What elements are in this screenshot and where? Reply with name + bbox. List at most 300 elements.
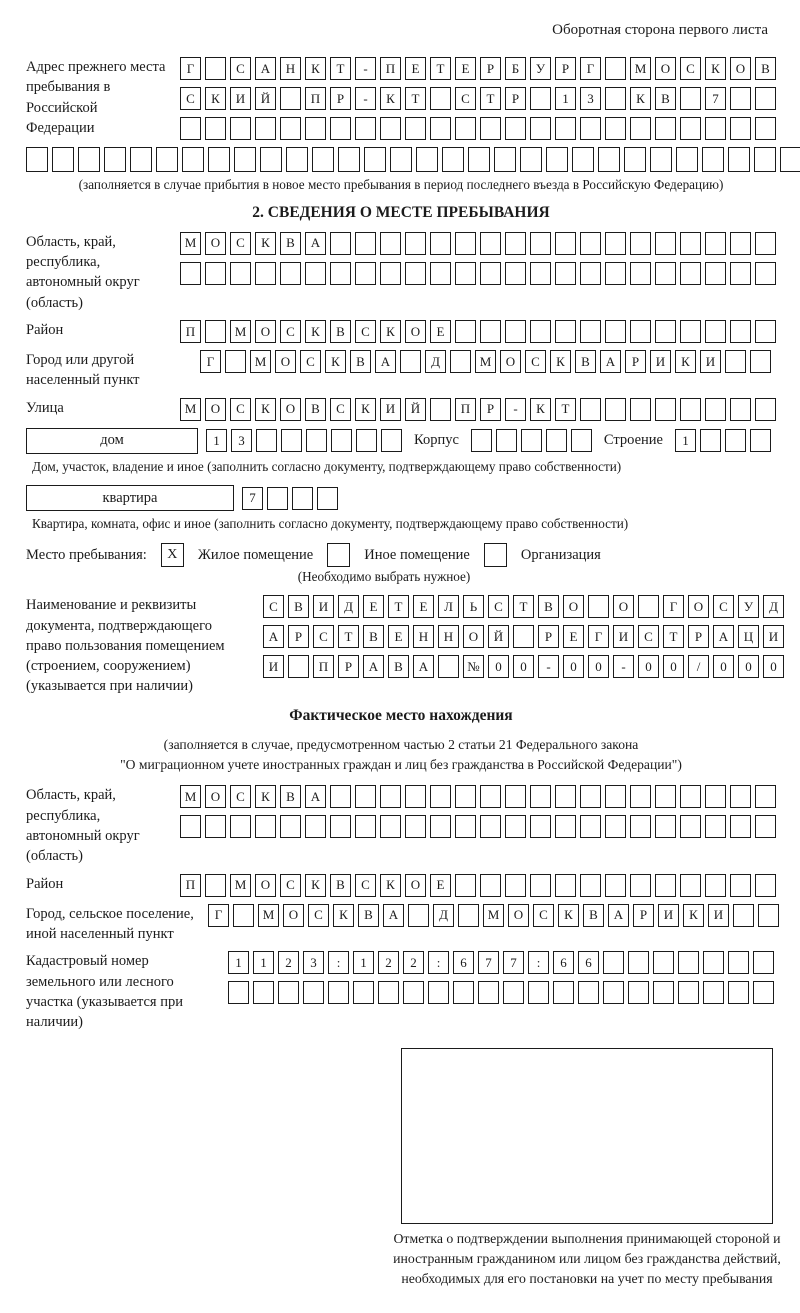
form-cell[interactable] (260, 147, 282, 172)
form-cell[interactable] (280, 117, 301, 140)
form-cell[interactable] (505, 815, 526, 838)
form-cell[interactable] (730, 232, 751, 255)
form-cell[interactable]: И (230, 87, 251, 110)
form-cell[interactable]: М (230, 320, 251, 343)
form-cell[interactable]: Й (488, 625, 509, 648)
form-cell[interactable]: А (413, 655, 434, 678)
form-cell[interactable]: И (708, 904, 729, 927)
form-cell[interactable]: 0 (713, 655, 734, 678)
form-cell[interactable]: П (180, 874, 201, 897)
form-cell[interactable] (405, 232, 426, 255)
form-cell[interactable] (280, 87, 301, 110)
form-cell[interactable]: О (205, 398, 226, 421)
form-cell[interactable]: О (205, 232, 226, 255)
form-cell[interactable] (455, 785, 476, 808)
form-cell[interactable] (553, 981, 574, 1004)
form-cell[interactable] (205, 320, 226, 343)
form-cell[interactable] (234, 147, 256, 172)
form-cell[interactable] (521, 429, 542, 452)
form-cell[interactable] (680, 117, 701, 140)
form-cell[interactable]: С (488, 595, 509, 618)
form-cell[interactable]: О (255, 874, 276, 897)
form-cell[interactable] (755, 232, 776, 255)
form-cell[interactable]: Р (338, 655, 359, 678)
form-cell[interactable] (655, 398, 676, 421)
form-cell[interactable]: Р (288, 625, 309, 648)
form-cell[interactable] (267, 487, 288, 510)
form-cell[interactable]: И (313, 595, 334, 618)
form-cell[interactable] (78, 147, 100, 172)
form-cell[interactable] (655, 262, 676, 285)
form-cell[interactable]: К (255, 785, 276, 808)
form-cell[interactable] (678, 951, 699, 974)
form-cell[interactable] (605, 87, 626, 110)
form-cell[interactable] (703, 951, 724, 974)
form-cell[interactable]: М (475, 350, 496, 373)
form-cell[interactable] (442, 147, 464, 172)
form-cell[interactable]: К (305, 57, 326, 80)
form-cell[interactable] (580, 398, 601, 421)
form-cell[interactable]: Е (430, 874, 451, 897)
form-cell[interactable] (705, 874, 726, 897)
form-cell[interactable] (230, 815, 251, 838)
form-cell[interactable] (755, 815, 776, 838)
form-cell[interactable] (253, 981, 274, 1004)
form-cell[interactable]: О (463, 625, 484, 648)
form-cell[interactable]: 1 (353, 951, 374, 974)
form-cell[interactable] (453, 981, 474, 1004)
form-cell[interactable]: П (305, 87, 326, 110)
form-cell[interactable]: Г (208, 904, 229, 927)
form-cell[interactable] (330, 815, 351, 838)
form-cell[interactable] (403, 981, 424, 1004)
form-cell[interactable]: О (613, 595, 634, 618)
form-cell[interactable]: Е (413, 595, 434, 618)
form-cell[interactable] (655, 320, 676, 343)
form-cell[interactable] (180, 117, 201, 140)
form-cell[interactable]: К (558, 904, 579, 927)
form-cell[interactable] (450, 350, 471, 373)
form-cell[interactable]: : (428, 951, 449, 974)
form-cell[interactable] (705, 232, 726, 255)
form-cell[interactable] (728, 951, 749, 974)
form-cell[interactable] (528, 981, 549, 1004)
form-cell[interactable] (638, 595, 659, 618)
form-cell[interactable] (603, 981, 624, 1004)
form-cell[interactable] (306, 429, 327, 452)
form-cell[interactable]: Т (405, 87, 426, 110)
form-cell[interactable]: У (530, 57, 551, 80)
form-cell[interactable]: Б (505, 57, 526, 80)
form-cell[interactable] (653, 981, 674, 1004)
form-cell[interactable] (680, 815, 701, 838)
form-cell[interactable]: Е (363, 595, 384, 618)
form-cell[interactable] (728, 147, 750, 172)
form-cell[interactable]: А (263, 625, 284, 648)
form-cell[interactable]: С (230, 232, 251, 255)
form-cell[interactable] (555, 785, 576, 808)
form-cell[interactable] (480, 815, 501, 838)
form-cell[interactable]: Ц (738, 625, 759, 648)
form-cell[interactable]: Т (430, 57, 451, 80)
form-cell[interactable] (225, 350, 246, 373)
form-cell[interactable] (400, 350, 421, 373)
form-cell[interactable]: 1 (228, 951, 249, 974)
form-cell[interactable]: К (255, 232, 276, 255)
form-cell[interactable] (755, 874, 776, 897)
form-cell[interactable] (730, 815, 751, 838)
form-cell[interactable] (750, 429, 771, 452)
form-cell[interactable] (571, 429, 592, 452)
form-cell[interactable]: Е (405, 57, 426, 80)
form-cell[interactable]: О (500, 350, 521, 373)
form-cell[interactable] (381, 429, 402, 452)
form-cell[interactable]: К (630, 87, 651, 110)
form-cell[interactable] (530, 117, 551, 140)
stay-type-checkbox-other[interactable] (327, 543, 350, 567)
form-cell[interactable] (455, 320, 476, 343)
form-cell[interactable] (530, 815, 551, 838)
form-cell[interactable]: 2 (403, 951, 424, 974)
form-cell[interactable] (228, 981, 249, 1004)
form-cell[interactable] (380, 262, 401, 285)
form-cell[interactable]: И (613, 625, 634, 648)
form-cell[interactable] (555, 232, 576, 255)
form-cell[interactable] (52, 147, 74, 172)
form-cell[interactable]: О (405, 320, 426, 343)
form-cell[interactable]: В (305, 398, 326, 421)
form-cell[interactable] (703, 981, 724, 1004)
form-cell[interactable] (471, 429, 492, 452)
form-cell[interactable] (603, 951, 624, 974)
form-cell[interactable] (598, 147, 620, 172)
form-cell[interactable]: В (388, 655, 409, 678)
form-cell[interactable]: Д (338, 595, 359, 618)
form-cell[interactable]: 7 (478, 951, 499, 974)
form-cell[interactable]: 1 (206, 429, 227, 452)
form-cell[interactable] (702, 147, 724, 172)
form-cell[interactable] (286, 147, 308, 172)
form-cell[interactable]: 0 (638, 655, 659, 678)
form-cell[interactable]: К (380, 87, 401, 110)
form-cell[interactable]: А (383, 904, 404, 927)
form-cell[interactable]: Р (330, 87, 351, 110)
form-cell[interactable] (430, 785, 451, 808)
form-cell[interactable] (455, 815, 476, 838)
form-cell[interactable] (530, 320, 551, 343)
form-cell[interactable]: К (683, 904, 704, 927)
form-cell[interactable] (730, 117, 751, 140)
form-cell[interactable]: О (563, 595, 584, 618)
form-cell[interactable] (405, 117, 426, 140)
form-cell[interactable] (430, 262, 451, 285)
form-cell[interactable]: В (330, 320, 351, 343)
form-cell[interactable]: В (280, 232, 301, 255)
form-cell[interactable] (628, 951, 649, 974)
form-cell[interactable]: С (300, 350, 321, 373)
form-cell[interactable]: И (763, 625, 784, 648)
form-cell[interactable]: У (738, 595, 759, 618)
form-cell[interactable]: В (358, 904, 379, 927)
form-cell[interactable]: Л (438, 595, 459, 618)
form-cell[interactable]: О (283, 904, 304, 927)
form-cell[interactable] (505, 874, 526, 897)
form-cell[interactable]: М (258, 904, 279, 927)
form-cell[interactable] (605, 117, 626, 140)
form-cell[interactable]: М (180, 232, 201, 255)
form-cell[interactable] (288, 655, 309, 678)
form-cell[interactable]: - (505, 398, 526, 421)
form-cell[interactable]: - (355, 87, 376, 110)
form-cell[interactable] (605, 785, 626, 808)
form-cell[interactable]: С (263, 595, 284, 618)
form-cell[interactable]: К (675, 350, 696, 373)
form-cell[interactable]: К (205, 87, 226, 110)
form-cell[interactable]: Г (580, 57, 601, 80)
form-cell[interactable]: 0 (488, 655, 509, 678)
stay-type-checkbox-organization[interactable] (484, 543, 507, 567)
form-cell[interactable]: П (455, 398, 476, 421)
form-cell[interactable]: 2 (378, 951, 399, 974)
form-cell[interactable] (317, 487, 338, 510)
form-cell[interactable]: М (483, 904, 504, 927)
form-cell[interactable] (353, 981, 374, 1004)
form-cell[interactable] (480, 874, 501, 897)
form-cell[interactable] (705, 320, 726, 343)
form-cell[interactable]: О (205, 785, 226, 808)
form-cell[interactable] (182, 147, 204, 172)
form-cell[interactable] (505, 785, 526, 808)
form-cell[interactable]: С (180, 87, 201, 110)
form-cell[interactable]: К (333, 904, 354, 927)
form-cell[interactable] (655, 785, 676, 808)
form-cell[interactable]: Н (438, 625, 459, 648)
form-cell[interactable] (755, 785, 776, 808)
form-cell[interactable] (680, 232, 701, 255)
form-cell[interactable]: С (533, 904, 554, 927)
form-cell[interactable]: С (280, 874, 301, 897)
form-cell[interactable]: Р (480, 398, 501, 421)
form-cell[interactable] (655, 815, 676, 838)
form-cell[interactable]: С (455, 87, 476, 110)
form-cell[interactable]: С (330, 398, 351, 421)
form-cell[interactable]: А (305, 785, 326, 808)
form-cell[interactable] (678, 981, 699, 1004)
form-cell[interactable]: С (280, 320, 301, 343)
form-cell[interactable]: Т (338, 625, 359, 648)
form-cell[interactable] (233, 904, 254, 927)
form-cell[interactable] (730, 874, 751, 897)
form-cell[interactable] (430, 117, 451, 140)
form-cell[interactable]: 3 (303, 951, 324, 974)
form-cell[interactable] (455, 874, 476, 897)
form-cell[interactable] (330, 232, 351, 255)
form-cell[interactable]: Р (633, 904, 654, 927)
form-cell[interactable] (380, 232, 401, 255)
form-cell[interactable] (408, 904, 429, 927)
form-cell[interactable]: Й (405, 398, 426, 421)
form-cell[interactable]: А (713, 625, 734, 648)
form-cell[interactable] (680, 398, 701, 421)
form-cell[interactable] (380, 117, 401, 140)
form-cell[interactable] (730, 320, 751, 343)
form-cell[interactable] (580, 232, 601, 255)
form-cell[interactable]: М (180, 785, 201, 808)
form-cell[interactable] (705, 785, 726, 808)
form-cell[interactable] (355, 117, 376, 140)
form-cell[interactable] (205, 57, 226, 80)
form-cell[interactable]: И (658, 904, 679, 927)
form-cell[interactable] (303, 981, 324, 1004)
form-cell[interactable] (305, 815, 326, 838)
form-cell[interactable] (750, 350, 771, 373)
form-cell[interactable]: К (305, 874, 326, 897)
form-cell[interactable] (355, 785, 376, 808)
form-cell[interactable]: 2 (278, 951, 299, 974)
form-cell[interactable]: О (655, 57, 676, 80)
form-cell[interactable] (505, 262, 526, 285)
form-cell[interactable]: Г (180, 57, 201, 80)
form-cell[interactable]: 7 (705, 87, 726, 110)
form-cell[interactable] (480, 785, 501, 808)
form-cell[interactable]: М (180, 398, 201, 421)
form-cell[interactable] (728, 981, 749, 1004)
form-cell[interactable]: - (613, 655, 634, 678)
form-cell[interactable]: О (275, 350, 296, 373)
form-cell[interactable] (468, 147, 490, 172)
form-cell[interactable] (355, 262, 376, 285)
form-cell[interactable] (700, 429, 721, 452)
form-cell[interactable] (305, 262, 326, 285)
form-cell[interactable] (330, 117, 351, 140)
form-cell[interactable] (455, 232, 476, 255)
form-cell[interactable]: Н (280, 57, 301, 80)
form-cell[interactable]: С (638, 625, 659, 648)
apartment-type-box[interactable]: квартира (26, 485, 234, 511)
form-cell[interactable]: А (600, 350, 621, 373)
form-cell[interactable] (630, 785, 651, 808)
form-cell[interactable]: П (180, 320, 201, 343)
form-cell[interactable] (730, 262, 751, 285)
form-cell[interactable]: А (305, 232, 326, 255)
form-cell[interactable] (680, 320, 701, 343)
form-cell[interactable] (513, 625, 534, 648)
form-cell[interactable] (555, 320, 576, 343)
form-cell[interactable]: В (288, 595, 309, 618)
form-cell[interactable] (546, 429, 567, 452)
form-cell[interactable] (630, 398, 651, 421)
form-cell[interactable] (655, 117, 676, 140)
form-cell[interactable] (478, 981, 499, 1004)
form-cell[interactable] (605, 874, 626, 897)
form-cell[interactable]: С (308, 904, 329, 927)
form-cell[interactable]: К (705, 57, 726, 80)
form-cell[interactable]: 6 (453, 951, 474, 974)
form-cell[interactable] (390, 147, 412, 172)
form-cell[interactable] (505, 117, 526, 140)
form-cell[interactable] (130, 147, 152, 172)
form-cell[interactable] (496, 429, 517, 452)
form-cell[interactable]: С (525, 350, 546, 373)
form-cell[interactable]: Е (563, 625, 584, 648)
form-cell[interactable] (755, 87, 776, 110)
form-cell[interactable]: 0 (738, 655, 759, 678)
form-cell[interactable]: 6 (553, 951, 574, 974)
form-cell[interactable] (505, 320, 526, 343)
form-cell[interactable] (520, 147, 542, 172)
form-cell[interactable]: 1 (253, 951, 274, 974)
form-cell[interactable]: 0 (563, 655, 584, 678)
form-cell[interactable]: Р (505, 87, 526, 110)
form-cell[interactable] (405, 262, 426, 285)
form-cell[interactable]: 0 (763, 655, 784, 678)
form-cell[interactable] (256, 429, 277, 452)
form-cell[interactable] (355, 815, 376, 838)
form-cell[interactable]: И (650, 350, 671, 373)
form-cell[interactable] (605, 57, 626, 80)
form-cell[interactable] (455, 262, 476, 285)
form-cell[interactable] (758, 904, 779, 927)
form-cell[interactable]: П (380, 57, 401, 80)
form-cell[interactable]: Р (538, 625, 559, 648)
form-cell[interactable]: 7 (242, 487, 263, 510)
form-cell[interactable] (428, 981, 449, 1004)
form-cell[interactable] (755, 262, 776, 285)
form-cell[interactable] (503, 981, 524, 1004)
form-cell[interactable]: К (550, 350, 571, 373)
form-cell[interactable] (480, 232, 501, 255)
form-cell[interactable] (255, 815, 276, 838)
form-cell[interactable] (630, 874, 651, 897)
form-cell[interactable] (278, 981, 299, 1004)
form-cell[interactable] (580, 874, 601, 897)
form-cell[interactable] (680, 262, 701, 285)
form-cell[interactable] (730, 398, 751, 421)
form-cell[interactable]: / (688, 655, 709, 678)
form-cell[interactable]: В (363, 625, 384, 648)
form-cell[interactable] (755, 398, 776, 421)
form-cell[interactable]: Ь (463, 595, 484, 618)
form-cell[interactable]: Е (388, 625, 409, 648)
stay-type-checkbox-residential[interactable]: X (161, 543, 184, 567)
form-cell[interactable] (430, 815, 451, 838)
form-cell[interactable] (755, 320, 776, 343)
form-cell[interactable] (578, 981, 599, 1004)
form-cell[interactable] (680, 874, 701, 897)
form-cell[interactable]: 0 (663, 655, 684, 678)
form-cell[interactable]: Т (513, 595, 534, 618)
form-cell[interactable] (281, 429, 302, 452)
form-cell[interactable]: П (313, 655, 334, 678)
form-cell[interactable] (205, 262, 226, 285)
form-cell[interactable]: А (375, 350, 396, 373)
form-cell[interactable] (580, 262, 601, 285)
form-cell[interactable] (630, 117, 651, 140)
form-cell[interactable] (546, 147, 568, 172)
form-cell[interactable]: В (538, 595, 559, 618)
form-cell[interactable]: Р (555, 57, 576, 80)
form-cell[interactable]: : (528, 951, 549, 974)
form-cell[interactable] (730, 87, 751, 110)
form-cell[interactable] (555, 262, 576, 285)
form-cell[interactable] (430, 232, 451, 255)
form-cell[interactable] (630, 320, 651, 343)
form-cell[interactable] (650, 147, 672, 172)
form-cell[interactable] (330, 785, 351, 808)
form-cell[interactable]: К (380, 320, 401, 343)
form-cell[interactable]: О (280, 398, 301, 421)
form-cell[interactable] (605, 320, 626, 343)
